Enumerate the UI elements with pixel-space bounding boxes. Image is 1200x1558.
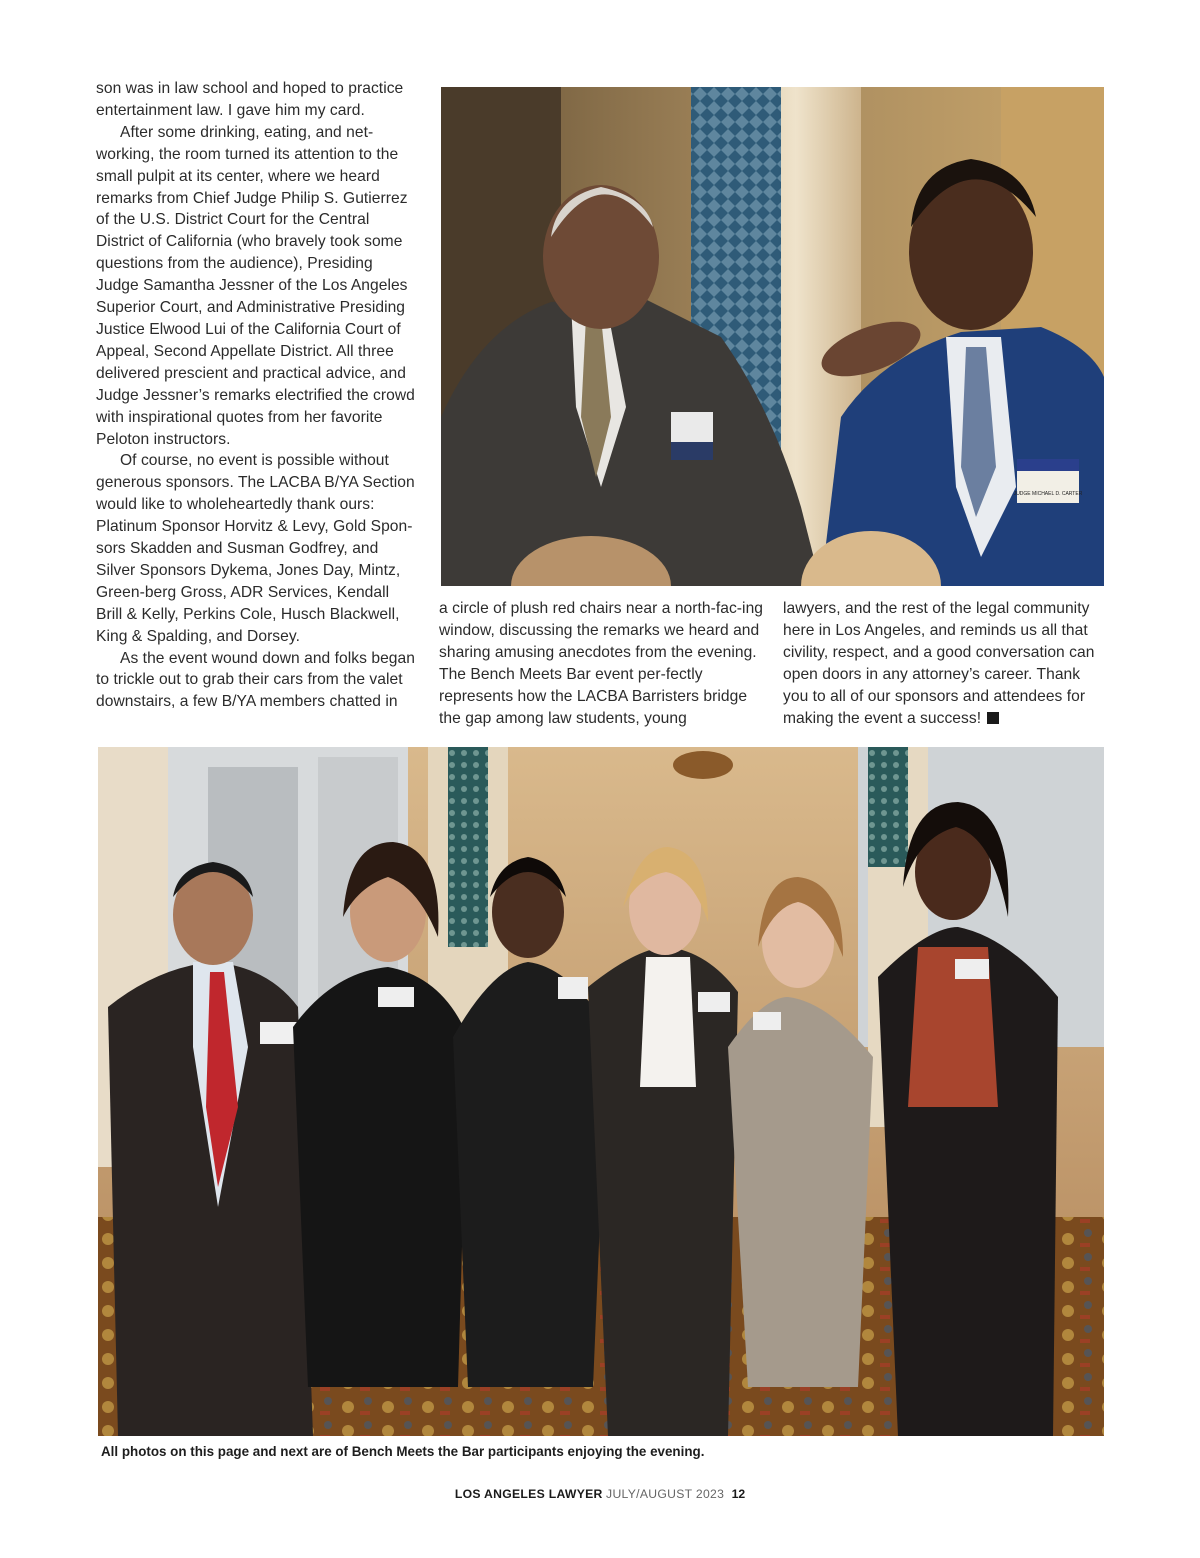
paragraph-end <box>783 598 1105 729</box>
photo-two-judges <box>441 87 1104 586</box>
photo-group-participants <box>98 747 1104 1436</box>
photo-caption: All photos on this page and next are of Bench Meets the Bar participants enjoying the evening. <box>101 1444 705 1459</box>
paragraph: a circle of plush red chairs near a north-fac-ing window, discussing the remarks we heard and sharing amusing anecdotes from the evening. The Bench Meets Bar event per-fectly represents how the LACBA Barristers bridge the gap among law students, young <box>439 600 764 727</box>
paragraph: son was in law school and hoped to practice entertainment law. I gave him my card. <box>96 80 404 119</box>
article-column-3 <box>783 598 1105 729</box>
article-column-2 <box>439 598 763 729</box>
paragraph: After some drinking, eating, and net-working, the room turned its attention to the small pulpit at its center, where we heard remarks from Chief Judge Philip S. Gutierrez of the U.S. District Court for the Central District of California (who bravely took some questions from the audience), Presiding Judge Samantha Jessner of the Los Angeles Superior Court, and Administrative Presiding Justice Elwood Lui of the California Court of Appeal, Second Appellate District. All three delivered prescient and practical advice, and Judge Jessner’s remarks electrified the crowd with inspirational quotes from her favorite Peloton instructors. <box>96 123 415 448</box>
issue-date: JULY/AUGUST 2023 <box>606 1487 725 1501</box>
end-of-article-icon <box>987 712 999 724</box>
paragraph-text: lawyers, and the rest of the legal community here in Los Angeles, and reminds us all that civility, respect, and a good conversation can open doors in any attorney’s career. Thank you to all of our sponsors and attendees for making the event a success! <box>783 600 1095 727</box>
publication-name: LOS ANGELES LAWYER <box>454 1487 603 1501</box>
page-footer <box>0 1487 1200 1501</box>
photo-group-image <box>98 747 1104 1436</box>
badge-name-text: JUDGE MICHAEL D. CARTER <box>1013 491 1083 497</box>
photo-two-judges-image <box>441 87 1104 586</box>
page-number: 12 <box>731 1487 746 1501</box>
article-column-1 <box>96 78 418 713</box>
paragraph: Of course, no event is possible without generous sponsors. The LACBA B/YA Section would like to wholeheartedly thank ours: Platinum Sponsor Horvitz & Levy, Gold Spon-sors Skadden and Susman Godfrey, and Silver Sponsors Dykema, Jones Day, Mintz, Green-berg Gross, ADR Services, Kendall Brill & Kelly, Perkins Cole, Husch Blackwell, King & Spalding, and Dorsey. <box>96 452 415 645</box>
paragraph: As the event wound down and folks began to trickle out to grab their cars from the valet downstairs, a few B/YA members chatted in <box>96 649 415 711</box>
